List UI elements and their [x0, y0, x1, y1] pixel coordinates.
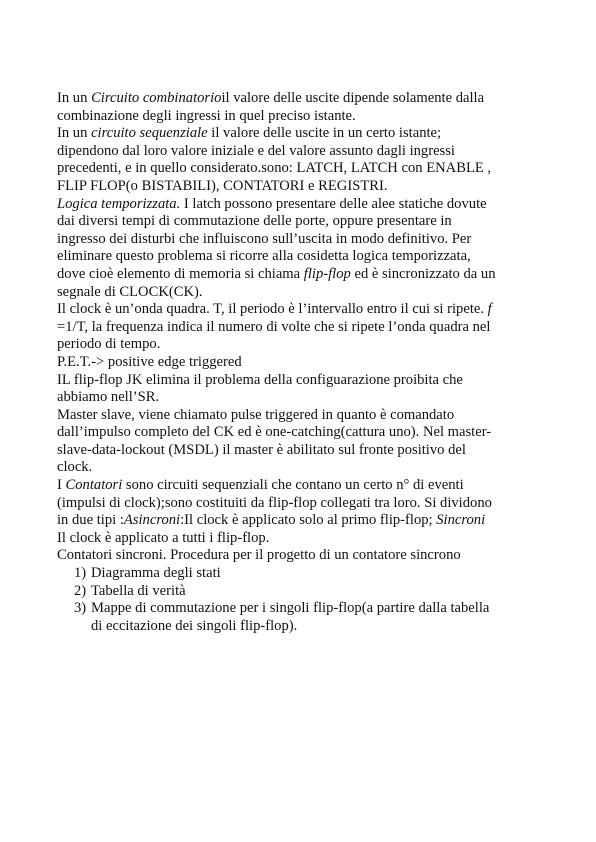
text-line: segnale di CLOCK(CK). — [57, 283, 203, 300]
text-line: =1/T, la frequenza indica il numero di volte che si ripete l’onda quadra nel — [57, 318, 491, 335]
text-line: eliminare questo problema si ricorre alla cosidetta logica temporizzata, — [57, 248, 471, 265]
text-line — [57, 266, 547, 284]
paragraph-jk: IL flip-flop JK elimina il problema della configuarazione proibita che — [57, 371, 463, 388]
list-item — [57, 600, 547, 635]
text-run: ed è sincronizzato da un — [350, 265, 496, 282]
paragraph-counters — [57, 477, 547, 495]
text-line: dai diversi tempi di commutazione delle porte, oppure presentare in — [57, 213, 452, 230]
document-body — [57, 90, 547, 635]
text-line: periodo di tempo. — [57, 336, 161, 353]
text-run: I latch possono presentare delle alee statiche dovute — [180, 195, 487, 212]
text-line: ingresso dei disturbi che influiscono sull’uscita in modo definitivo. Per — [57, 230, 472, 247]
text-run: In un — [57, 125, 92, 142]
text-run: I — [57, 477, 66, 494]
text-run: il valore delle uscite dipende solamente dalla — [221, 90, 485, 106]
text-line: clock. — [57, 459, 93, 476]
paragraph-pet: P.E.T.-> positive edge triggered — [57, 353, 242, 370]
italic-term: Sincroni — [436, 512, 486, 529]
italic-term: Contatori — [65, 477, 123, 494]
italic-term: circuito sequenziale — [91, 125, 208, 142]
procedure-list — [57, 565, 547, 635]
text-run: in due tipi : — [57, 512, 124, 529]
text-line: precedenti, e in quello considerato.sono: LATCH, LATCH con ENABLE , — [57, 160, 492, 177]
text-line: slave-data-lockout (MSDL) il master è abilitato sul fronte positivo del — [57, 441, 466, 458]
list-text: Diagramma degli stati — [91, 565, 221, 582]
list-text: Tabella di verità — [91, 582, 186, 599]
paragraph-sync-counters: Contatori sincroni. Procedura per il progetto di un contatore sincrono — [57, 547, 461, 564]
text-line: FLIP FLOP(o BISTABILI), CONTATORI e REGISTRI. — [57, 177, 388, 194]
text-run: In un — [57, 90, 92, 106]
list-number: 2) — [74, 582, 87, 599]
text-run: :Il clock è applicato solo al primo flip-flop; — [180, 512, 437, 529]
list-number: 1) — [74, 565, 87, 582]
paragraph-sequential — [57, 125, 547, 143]
list-text: Mappe di commutazione per i singoli flip-flop(a partire dalla tabella — [91, 600, 490, 617]
text-run: dove cioè elemento di memoria si chiama — [57, 265, 304, 282]
text-line — [57, 512, 547, 530]
paragraph-combinational — [57, 90, 547, 108]
text-line: Il clock è applicato a tutti i flip-flop. — [57, 529, 270, 546]
paragraph-clock — [57, 301, 547, 319]
list-item — [57, 583, 547, 601]
text-run: sono circuiti sequenziali che contano un certo n° di eventi — [122, 477, 464, 494]
italic-term: Logica temporizzata. — [57, 195, 181, 212]
list-item — [57, 565, 547, 583]
list-text: di eccitazione dei singoli flip-flop). — [91, 617, 298, 634]
italic-term: Circuito combinatorio — [91, 90, 222, 106]
list-number: 3) — [74, 600, 87, 617]
text-line: combinazione degli ingressi in quel preciso istante. — [57, 107, 356, 124]
text-run: il valore delle uscite in un certo istante; — [207, 125, 442, 142]
text-line: dall’impulso completo del CK ed è one-catching(cattura uno). Nel master- — [57, 424, 492, 441]
italic-term: Asincroni — [123, 512, 181, 529]
text-run: Il clock è un’onda quadra. T, il periodo è l’intervallo entro il cui si ripete. — [57, 301, 488, 318]
italic-term: flip-flop — [303, 265, 351, 282]
text-line: dipendono dal loro valore iniziale e del valore assunto dagli ingressi — [57, 142, 455, 159]
paragraph-timed-logic — [57, 196, 547, 214]
text-line: abbiamo nell’SR. — [57, 389, 160, 406]
text-line: (impulsi di clock);sono costituiti da flip-flop collegati tra loro. Si dividono — [57, 494, 492, 511]
italic-term: f — [487, 301, 492, 318]
paragraph-master-slave: Master slave, viene chiamato pulse triggered in quanto è comandato — [57, 406, 455, 423]
